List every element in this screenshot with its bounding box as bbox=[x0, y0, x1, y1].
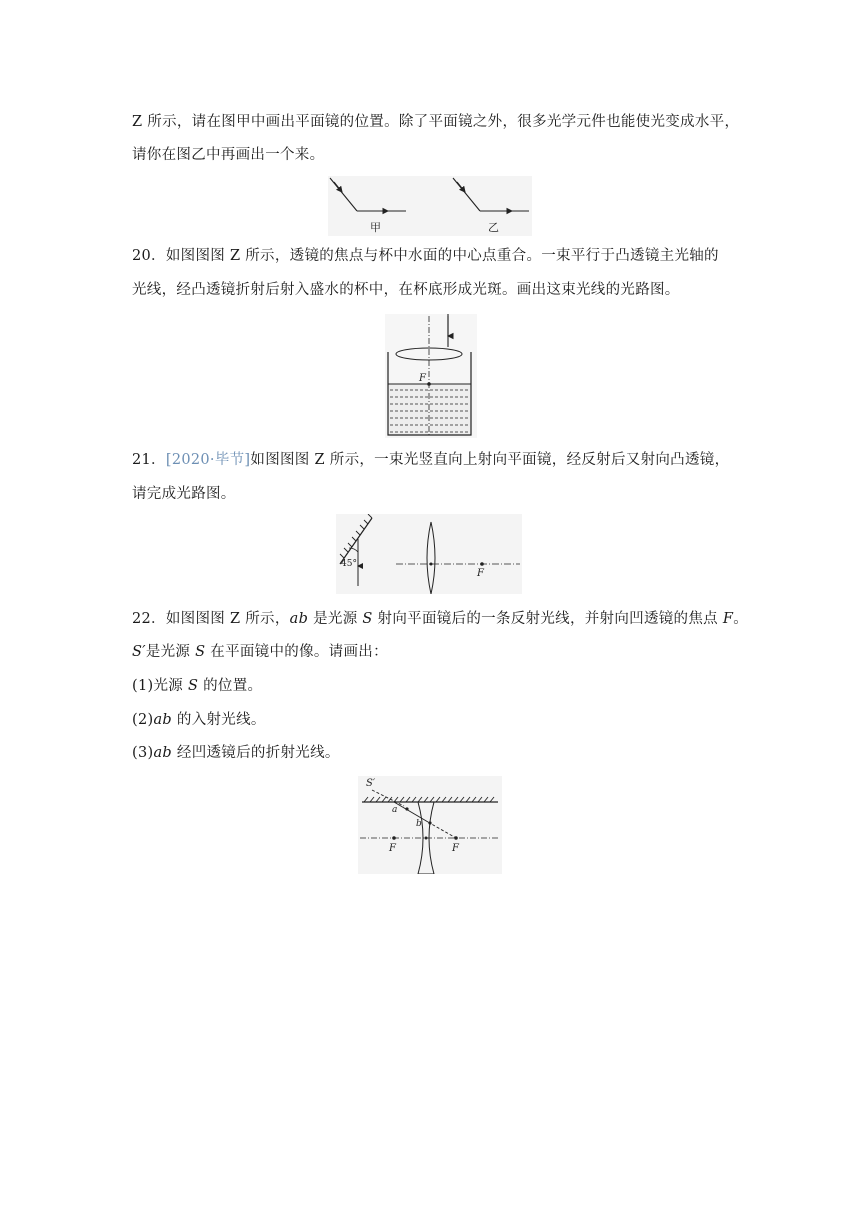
q22-l2-b: 在平面镜中的像。请画出： bbox=[205, 644, 388, 660]
q20-line2: 光线，经凸透镜折射后射入盛水的杯中，在杯底形成光斑。画出这束光线的光路图。 bbox=[132, 282, 680, 298]
q22-item1 bbox=[132, 676, 262, 696]
q19-figure bbox=[328, 176, 532, 236]
q22-item3-a: (3) bbox=[132, 745, 154, 761]
q22-var-f: F bbox=[722, 611, 734, 627]
q22-var-s: S bbox=[362, 611, 373, 627]
q22-item3-var-ab: ab bbox=[153, 745, 172, 761]
q22-item2 bbox=[132, 710, 266, 730]
q22-var-s-prime: S′ bbox=[132, 644, 146, 660]
q21-source: [2020·毕节] bbox=[165, 452, 251, 468]
q20-figure bbox=[385, 314, 477, 438]
q22-var-ab: ab bbox=[289, 611, 309, 627]
fig-label-yi: 乙 bbox=[488, 221, 499, 234]
q22-line1 bbox=[132, 609, 748, 629]
q22-fig-b: b bbox=[416, 819, 422, 829]
q21-number: 21． bbox=[132, 452, 166, 468]
q22-l2-a: 是光源 bbox=[145, 644, 196, 660]
q21-focus-label: F bbox=[477, 568, 484, 579]
q21-figure bbox=[336, 514, 522, 594]
fig-label-jia: 甲 bbox=[370, 221, 381, 234]
q22-item1-a: (1)光源 bbox=[132, 678, 188, 694]
q22-var-s2: S bbox=[195, 644, 206, 660]
q22-item2-var-ab: ab bbox=[153, 712, 172, 728]
q22-fig-f-right: F bbox=[452, 843, 459, 854]
q22-l1-c: 射向平面镜后的一条反射光线，并射向凹透镜的焦点 bbox=[372, 611, 723, 627]
q21-line2: 请完成光路图。 bbox=[132, 486, 236, 502]
q21-line1 bbox=[132, 450, 729, 470]
q22-fig-s-prime: S′ bbox=[366, 778, 376, 789]
q22-l1-b: 是光源 bbox=[308, 611, 363, 627]
q22-item1-b: 的位置。 bbox=[198, 678, 263, 694]
q22-item3-b: 经凹透镜后的折射光线。 bbox=[171, 745, 340, 761]
q20-line1: 20．如图图图 Z 所示，透镜的焦点与杯中水面的中心点重合。一束平行于凸透镜主光轴的 bbox=[132, 248, 719, 264]
q22-item2-b: 的入射光线。 bbox=[171, 712, 266, 728]
q22-l1-d: 。 bbox=[733, 611, 749, 627]
q20-focus-label: F bbox=[419, 373, 426, 384]
q22-l1-a: 22．如图图图 Z 所示， bbox=[132, 611, 290, 627]
q19-line1: Z 所示，请在图甲中画出平面镜的位置。除了平面镜之外，很多光学元件也能使光变成水平， bbox=[132, 114, 740, 130]
q22-figure bbox=[358, 776, 502, 874]
q21-angle-label: 45° bbox=[341, 559, 357, 569]
q22-line2 bbox=[132, 642, 388, 662]
q21-text: 如图图图 Z 所示，一束光竖直向上射向平面镜，经反射后又射向凸透镜， bbox=[250, 452, 730, 468]
q19-line2: 请你在图乙中再画出一个来。 bbox=[132, 147, 325, 163]
q22-item1-var-s: S bbox=[187, 678, 199, 694]
q22-item2-a: (2) bbox=[132, 712, 154, 728]
q22-fig-f-left: F bbox=[389, 843, 396, 854]
q22-item3 bbox=[132, 743, 340, 763]
q22-fig-a: a bbox=[392, 805, 398, 815]
